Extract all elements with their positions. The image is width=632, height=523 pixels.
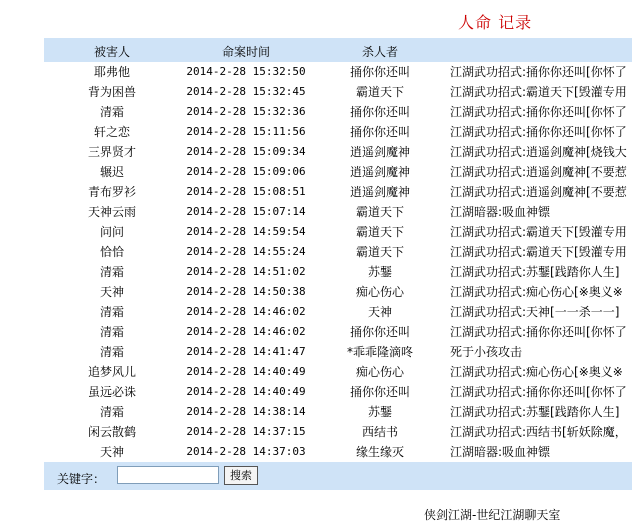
killer-cell: 天神 bbox=[367, 305, 392, 319]
killer-cell: 霸道天下 bbox=[355, 205, 404, 219]
killer-cell: 逍遥剑魔神 bbox=[349, 185, 410, 199]
time-cell: 2014-2-28 14:40:49 bbox=[186, 365, 306, 378]
method-cell: 江湖武功招式:痴心伤心[※奥义※ bbox=[450, 365, 623, 379]
killer-cell: 逍遥剑魔神 bbox=[349, 145, 410, 159]
victim-cell: 清霜 bbox=[99, 265, 124, 279]
method-cell: 江湖武功招式:捅你你还叫[你怀了 bbox=[450, 325, 627, 339]
table-row bbox=[44, 262, 632, 282]
killer-cell: 霸道天下 bbox=[355, 225, 404, 239]
method-cell: 江湖暗器:吸血神镖 bbox=[450, 205, 551, 219]
footer-text: 侠剑江湖-世纪江湖聊天室 bbox=[424, 508, 561, 522]
victim-cell: 清霜 bbox=[99, 325, 124, 339]
killer-cell: 捅你你还叫 bbox=[349, 385, 410, 399]
victim-cell: 辗迟 bbox=[99, 165, 124, 179]
victim-cell: 三界贤才 bbox=[87, 145, 136, 159]
time-cell: 2014-2-28 14:51:02 bbox=[186, 265, 306, 278]
header-victim: 被害人 bbox=[93, 45, 130, 59]
victim-cell: 青布罗衫 bbox=[87, 185, 136, 199]
method-cell: 江湖武功招式:捅你你还叫[你怀了 bbox=[450, 125, 627, 139]
killer-cell: 霸道天下 bbox=[355, 245, 404, 259]
killer-cell: 捅你你还叫 bbox=[349, 65, 410, 79]
time-cell: 2014-2-28 15:09:34 bbox=[186, 145, 306, 158]
victim-cell: 天神 bbox=[99, 445, 124, 459]
killer-cell: 捅你你还叫 bbox=[349, 105, 410, 119]
killer-cell: 苏鑋 bbox=[367, 405, 392, 419]
table-row bbox=[44, 82, 632, 102]
time-cell: 2014-2-28 15:07:14 bbox=[186, 205, 306, 218]
victim-cell: 闲云散鹤 bbox=[87, 425, 136, 439]
victim-cell: 清霜 bbox=[99, 345, 124, 359]
victim-cell: 背为困兽 bbox=[87, 85, 136, 99]
keyword-label: 关键字： bbox=[57, 472, 106, 486]
killer-cell: 捅你你还叫 bbox=[349, 125, 410, 139]
table-row bbox=[44, 62, 632, 82]
victim-cell: 轩之恋 bbox=[93, 125, 130, 139]
table-row bbox=[44, 402, 632, 422]
killer-cell: 逍遥剑魔神 bbox=[349, 165, 410, 179]
method-cell: 江湖暗器:吸血神镖 bbox=[450, 445, 551, 459]
method-cell: 江湖武功招式:苏鑋[践踏你人生] bbox=[450, 265, 620, 279]
victim-cell: 恰恰 bbox=[99, 245, 124, 259]
method-cell: 江湖武功招式:捅你你还叫[你怀了 bbox=[450, 65, 627, 79]
time-cell: 2014-2-28 14:37:03 bbox=[186, 445, 306, 458]
time-cell: 2014-2-28 14:46:02 bbox=[186, 325, 306, 338]
header-time: 命案时间 bbox=[221, 45, 270, 59]
time-cell: 2014-2-28 15:32:50 bbox=[186, 65, 306, 78]
table-row bbox=[44, 382, 632, 402]
header-killer: 杀人者 bbox=[361, 45, 398, 59]
victim-cell: 清霜 bbox=[99, 105, 124, 119]
time-cell: 2014-2-28 15:09:06 bbox=[186, 165, 306, 178]
victim-cell: 天神 bbox=[99, 285, 124, 299]
time-cell: 2014-2-28 14:41:47 bbox=[186, 345, 306, 358]
method-cell: 江湖武功招式:逍遥剑魔神[烧钱大 bbox=[450, 145, 627, 159]
records-table bbox=[44, 62, 632, 462]
table-row bbox=[44, 242, 632, 262]
method-cell: 江湖武功招式:苏鑋[践踏你人生] bbox=[450, 405, 620, 419]
table-header bbox=[44, 38, 632, 62]
killer-cell: 西结书 bbox=[361, 425, 398, 439]
victim-cell: 清霜 bbox=[99, 305, 124, 319]
method-cell: 江湖武功招式:天神[一一杀一一] bbox=[450, 305, 620, 319]
method-cell: 江湖武功招式:霸道天下[毁灌专用 bbox=[450, 225, 627, 239]
time-cell: 2014-2-28 15:11:56 bbox=[186, 125, 306, 138]
table-row bbox=[44, 222, 632, 242]
table-row bbox=[44, 122, 632, 142]
victim-cell: 追梦风儿 bbox=[87, 365, 136, 379]
method-cell: 江湖武功招式:逍遥剑魔神[不要惹 bbox=[450, 165, 627, 179]
killer-cell: 缘生缘灭 bbox=[355, 445, 404, 459]
victim-cell: 虽远必诛 bbox=[87, 385, 136, 399]
search-bar bbox=[44, 462, 632, 490]
table-row bbox=[44, 202, 632, 222]
method-cell: 江湖武功招式:捅你你还叫[你怀了 bbox=[450, 105, 627, 119]
table-row bbox=[44, 162, 632, 182]
victim-cell: 天神云雨 bbox=[87, 205, 136, 219]
victim-cell: 耶弗他 bbox=[93, 65, 130, 79]
method-cell: 江湖武功招式:霸道天下[毁灌专用 bbox=[450, 245, 627, 259]
killer-cell: 苏鑋 bbox=[367, 265, 392, 279]
method-cell: 江湖武功招式:痴心伤心[※奥义※ bbox=[450, 285, 623, 299]
time-cell: 2014-2-28 15:32:36 bbox=[186, 105, 306, 118]
method-cell: 江湖武功招式:逍遥剑魔神[不要惹 bbox=[450, 185, 627, 199]
table-row bbox=[44, 302, 632, 322]
victim-cell: 清霜 bbox=[99, 405, 124, 419]
table-row bbox=[44, 422, 632, 442]
killer-cell: 痴心伤心 bbox=[355, 365, 404, 379]
page-title: 人命 记录 bbox=[458, 13, 533, 32]
killer-cell: 霸道天下 bbox=[355, 85, 404, 99]
method-cell: 江湖武功招式:西结书[斩妖除魔， bbox=[450, 425, 627, 439]
time-cell: 2014-2-28 14:59:54 bbox=[186, 225, 306, 238]
table-row bbox=[44, 362, 632, 382]
victim-cell: 问问 bbox=[99, 225, 124, 239]
method-cell: 江湖武功招式:捅你你还叫[你怀了 bbox=[450, 385, 627, 399]
table-row bbox=[44, 142, 632, 162]
table-row bbox=[44, 342, 632, 362]
time-cell: 2014-2-28 15:32:45 bbox=[186, 85, 306, 98]
table-row bbox=[44, 442, 632, 462]
killer-cell: *乖乖隆滴咚 bbox=[346, 345, 413, 359]
time-cell: 2014-2-28 15:08:51 bbox=[186, 185, 306, 198]
method-cell: 江湖武功招式:霸道天下[毁灌专用 bbox=[450, 85, 627, 99]
time-cell: 2014-2-28 14:55:24 bbox=[186, 245, 306, 258]
table-row bbox=[44, 322, 632, 342]
table-row bbox=[44, 102, 632, 122]
keyword-input[interactable] bbox=[117, 466, 219, 484]
table-row bbox=[44, 282, 632, 302]
time-cell: 2014-2-28 14:37:15 bbox=[186, 425, 306, 438]
killer-cell: 痴心伤心 bbox=[355, 285, 404, 299]
method-cell: 死于小孩攻击 bbox=[450, 345, 523, 359]
search-button[interactable]: 搜索 bbox=[224, 466, 258, 485]
time-cell: 2014-2-28 14:38:14 bbox=[186, 405, 306, 418]
time-cell: 2014-2-28 14:46:02 bbox=[186, 305, 306, 318]
time-cell: 2014-2-28 14:50:38 bbox=[186, 285, 306, 298]
table-row bbox=[44, 182, 632, 202]
killer-cell: 捅你你还叫 bbox=[349, 325, 410, 339]
time-cell: 2014-2-28 14:40:49 bbox=[186, 385, 306, 398]
